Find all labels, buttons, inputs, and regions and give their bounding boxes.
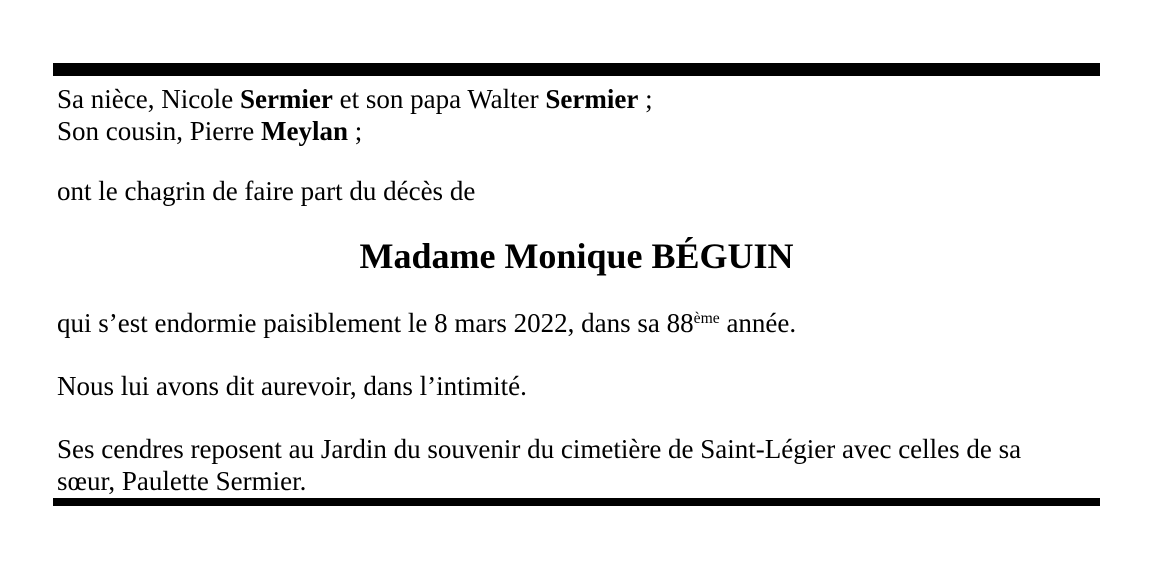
family-name-nicole-sermier: Sermier [239,84,333,114]
family-line-1-punctuation: ; [638,84,653,114]
family-line-2-text: Son cousin, Pierre [57,116,261,146]
family-line-1-text: Sa nièce, Nicole [57,84,240,114]
family-line-2 [57,115,362,147]
family-line-1 [57,83,653,115]
family-name-pierre-meylan: Meylan [260,116,348,146]
farewell-line: Nous lui avons dit aurevoir, dans l’intimité. [57,371,527,401]
age-ordinal-superscript: ème [693,310,720,328]
bottom-rule [53,498,1100,506]
announcement-line: ont le chagrin de faire part du décès de [57,176,476,206]
death-date-line [57,307,796,339]
death-date-text-end: année. [719,308,797,338]
resting-place-line-2: sœur, Paulette Sermier. [57,466,307,496]
family-line-2-punctuation: ; [347,116,363,146]
family-line-1-text-2: et son papa Walter [332,84,546,114]
top-rule [53,63,1100,76]
family-name-walter-sermier: Sermier [545,84,639,114]
deceased-name-title: Madame Monique BÉGUIN [359,236,794,276]
death-date-text: qui s’est endormie paisiblement le 8 mars 2022, dans sa 88 [57,308,694,338]
resting-place-line-1: Ses cendres reposent au Jardin du souvenir du cimetière de Saint-Légier avec celles de sa [57,434,1022,464]
